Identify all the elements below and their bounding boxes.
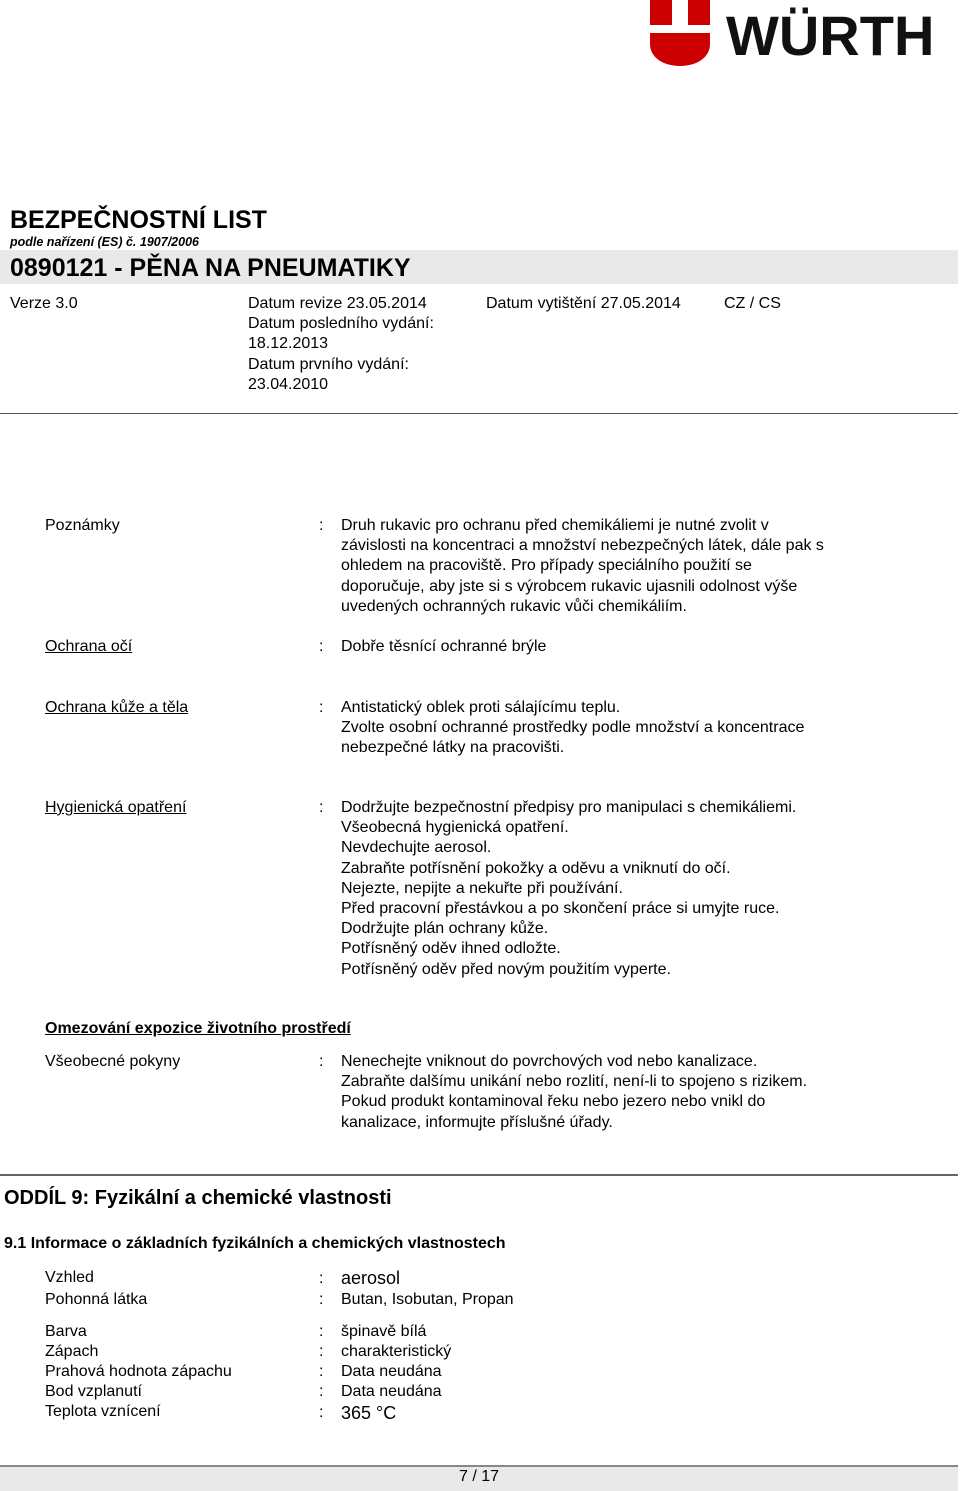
row-colon: : [319,1270,324,1287]
header-divider [0,413,958,414]
row-colon: : [319,1363,324,1380]
value-line: Nevdechujte aerosol. [341,839,492,857]
value-line: Před pracovní přestávkou a po skončení práce si umyjte ruce. [341,900,780,918]
value-line: Nejezte, nepijte a nekuřte při používání. [341,879,623,897]
product-name: 0890121 - PĚNA NA PNEUMATIKY [10,254,411,282]
value-line: Zabraňte potřísnění pokožky a oděvu a vniknutí do očí. [341,859,731,877]
row-label-skin-protection: Ochrana kůže a těla [45,699,189,716]
value-line: Dobře těsnící ochranné brýle [341,638,547,655]
prop-value: špinavě bílá [341,1323,427,1340]
value-line: Potřísněný oděv před novým použitím vyperte. [341,960,671,978]
prop-label: Barva [45,1323,87,1340]
row-colon: : [319,1404,324,1421]
last-issue-date: 18.12.2013 [248,335,329,353]
prop-value: charakteristický [341,1343,452,1360]
print-date: Datum vytištění 27.05.2014 [486,295,681,312]
row-colon: : [319,1053,324,1070]
document-title: BEZPEČNOSTNÍ LIST [10,206,267,234]
prop-label: Zápach [45,1343,99,1360]
value-line: ohledem na pracoviště. Pro případy speciálního použití se [341,557,752,575]
section-divider [0,1174,958,1176]
row-colon: : [319,1343,324,1360]
value-line: Dodržujte plán ochrany kůže. [341,920,549,938]
revision-date: Datum revize 23.05.2014 [248,295,427,312]
row-colon: : [319,1291,324,1308]
row-label-hygiene: Hygienická opatření [45,799,187,816]
first-issue-label: Datum prvního vydání: [248,355,409,373]
first-issue-date: 23.04.2010 [248,375,329,393]
last-issue-label: Datum posledního vydání: [248,315,434,333]
row-value-hygiene [341,798,901,980]
prop-value: 365 °C [341,1403,397,1423]
prop-label: Teplota vznícení [45,1403,161,1420]
version: Verze 3.0 [10,295,78,312]
value-line: Potřísněný oděv ihned odložte. [341,940,561,958]
row-label-notes: Poznámky [45,517,120,534]
prop-label: Pohonná látka [45,1291,148,1308]
row-colon: : [319,638,324,655]
row-colon: : [319,1323,324,1340]
row-colon: : [319,799,324,816]
section-9-title: ODDÍL 9: Fyzikální a chemické vlastnosti [4,1187,392,1209]
revision-block [248,294,434,395]
prop-value: Data neudána [341,1363,442,1380]
row-label-eye-protection: Ochrana očí [45,638,133,655]
value-line: Nenechejte vniknout do povrchových vod nebo kanalizace. [341,1053,758,1070]
value-line: uvedených ochranných rukavic vůči chemikáliím. [341,597,687,615]
row-value-skin-protection [341,698,901,759]
row-colon: : [319,517,324,534]
value-line: Druh rukavic pro ochranu před chemikáliemi je nutné zvolit v [341,517,769,534]
env-exposure-title: Omezování expozice životního prostředí [45,1020,351,1037]
value-line: Pokud produkt kontaminoval řeku nebo jezero nebo vnikl do [341,1093,766,1111]
prop-label: Prahová hodnota zápachu [45,1363,232,1380]
prop-label: Bod vzplanutí [45,1383,142,1400]
value-line: doporučuje, aby jste si s výrobcem rukavic ujasnili odolnost výše [341,577,798,595]
value-line: Všeobecná hygienická opatření. [341,819,569,837]
value-line: Dodržujte bezpečnostní předpisy pro manipulaci s chemikáliemi. [341,799,797,816]
prop-label: Vzhled [45,1269,94,1286]
value-line: Antistatický oblek proti sálajícímu teplu. [341,699,621,716]
value-line: kanalizace, informujte příslušné úřady. [341,1113,613,1131]
language-code: CZ / CS [724,295,781,312]
row-value-eye-protection [341,637,901,657]
page-number: 7 / 17 [458,1468,500,1485]
wurth-logo-icon [648,0,958,70]
regulation-note: podle nařízení (ES) č. 1907/2006 [10,235,199,249]
value-line: Zabraňte dalšímu unikání nebo rozlití, není-li to spojeno s rizikem. [341,1073,808,1091]
prop-value: Butan, Isobutan, Propan [341,1291,514,1308]
prop-value: Data neudána [341,1383,442,1400]
row-value-notes [341,516,901,617]
row-value-general-instructions [341,1052,901,1133]
value-line: nebezpečné látky na pracovišti. [341,739,565,757]
row-colon: : [319,1383,324,1400]
row-label-general-instructions: Všeobecné pokyny [45,1053,181,1070]
value-line: Zvolte osobní ochranné prostředky podle množství a koncentrace [341,719,805,737]
prop-value: aerosol [341,1268,401,1288]
row-colon: : [319,699,324,716]
value-line: závislosti na koncentraci a množství nebezpečných látek, dále pak s [341,537,824,555]
wurth-logo [648,0,958,70]
section-9-1-title: 9.1 Informace o základních fyzikálních a chemických vlastnostech [4,1235,506,1252]
brand-name: WÜRTH [726,4,935,67]
